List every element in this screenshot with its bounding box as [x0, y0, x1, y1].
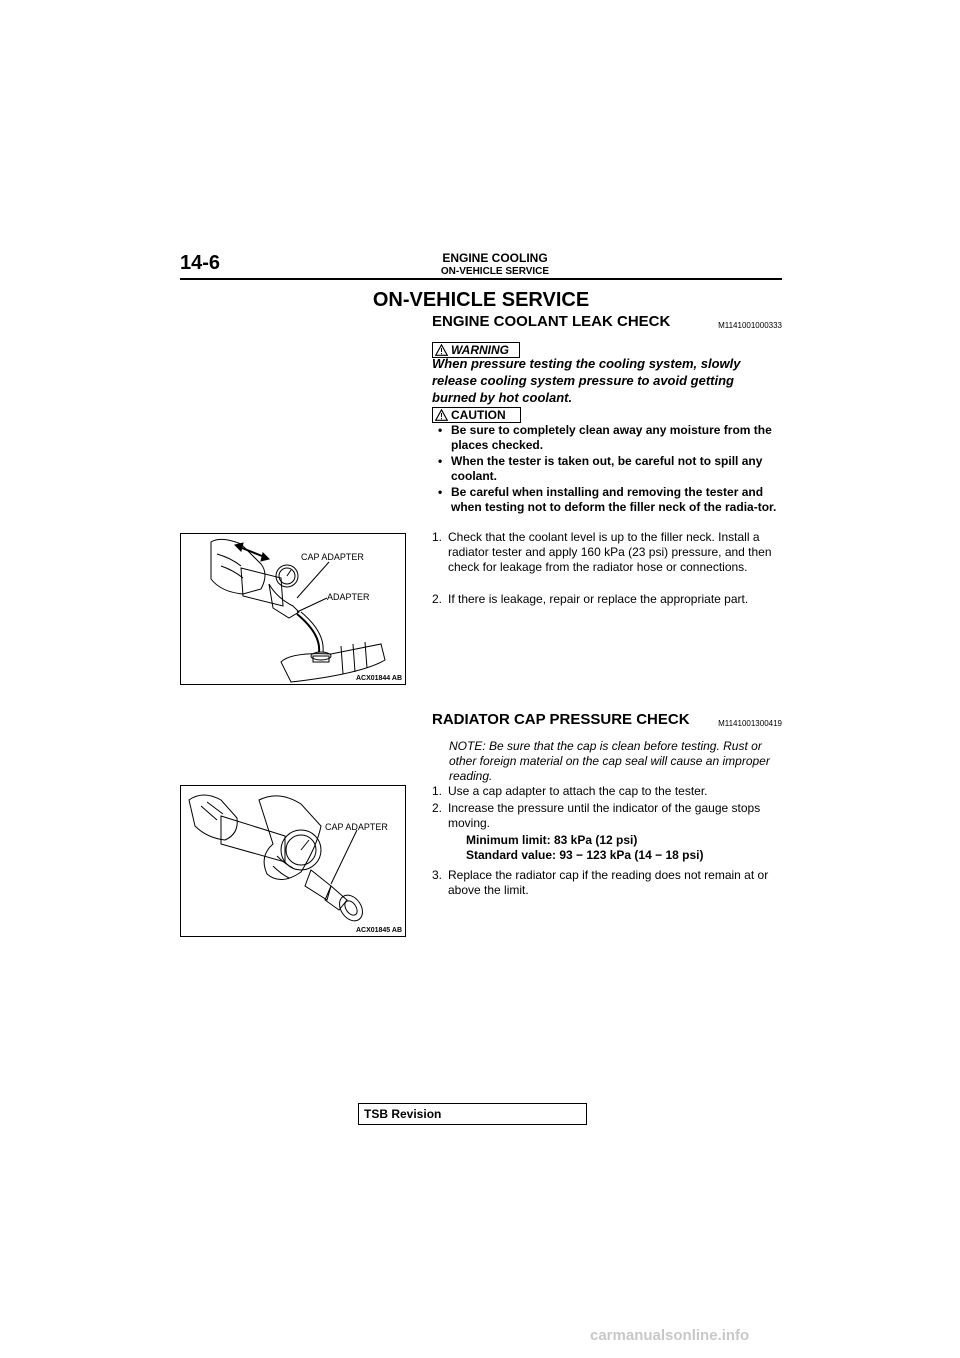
cap-tester-illustration [181, 786, 405, 936]
figure-id: ACX01844 AB [355, 675, 402, 682]
caution-item: • Be careful when installing and removing the tester and when testing not to deform the filler neck of the radia-tor. [438, 485, 777, 514]
header-title: ENGINE COOLING [442, 251, 548, 265]
section-code: M1141001000333 [718, 321, 782, 330]
caution-badge [432, 407, 521, 423]
step-item: 2. Increase the pressure until the indicator of the gauge stops moving. [432, 801, 761, 830]
caution-item: • When the tester is taken out, be careful not to spill any coolant. [438, 454, 763, 483]
step-item: 2. If there is leakage, repair or replace the appropriate part. [432, 592, 749, 606]
watermark-site: carmanualsonline.info [590, 1327, 750, 1344]
tsb-revision-label: TSB Revision [364, 1107, 442, 1121]
figure-id: ACX01845 AB [355, 927, 402, 934]
page-number: 14-6 [180, 252, 221, 274]
warning-triangle-icon [435, 409, 448, 421]
radiator-tester-illustration [181, 534, 405, 684]
figure-label-adapter: ADAPTER [327, 592, 370, 602]
step-item: 1. Use a cap adapter to attach the cap to the tester. [432, 784, 708, 798]
step-item: 1. Check that the coolant level is up to the filler neck. Install a radiator tester and apply 160 kPa (23 psi) pressure, and then check for leakage from the radiator hose or connections. [432, 530, 772, 574]
spec-minimum-limit: Minimum limit: 83 kPa (12 psi) [466, 833, 638, 847]
note-text: NOTE: Be sure that the cap is clean before testing. Rust or other foreign material on the cap seal will cause an improper reading. [449, 739, 770, 783]
warning-text: When pressure testing the cooling system, slowly release cooling system pressure to avoid getting burned by hot coolant. [432, 356, 741, 405]
figure-radiator-tester [180, 533, 406, 685]
figure-cap-adapter [180, 785, 406, 937]
header-rule [180, 278, 782, 280]
section-code: M1141001300419 [718, 719, 782, 728]
header-subtitle: ON-VEHICLE SERVICE [440, 266, 550, 277]
caution-item: • Be sure to completely clean away any moisture from the places checked. [438, 423, 772, 452]
section-heading-leak-check [432, 313, 782, 330]
spec-standard-value: Standard value: 93 − 123 kPa (14 − 18 psi) [466, 848, 704, 862]
tsb-revision-box [358, 1103, 587, 1125]
page-title: ON-VEHICLE SERVICE [372, 289, 590, 311]
section-title: RADIATOR CAP PRESSURE CHECK [432, 711, 690, 728]
section-heading-cap-check [432, 711, 782, 728]
warning-label: WARNING [451, 343, 509, 357]
caution-label: CAUTION [451, 408, 506, 422]
section-title: ENGINE COOLANT LEAK CHECK [432, 313, 671, 330]
figure-label-cap-adapter: CAP ADAPTER [325, 822, 388, 832]
figure-label-cap-adapter: CAP ADAPTER [301, 552, 364, 562]
step-item: 3. Replace the radiator cap if the reading does not remain at or above the limit. [432, 868, 769, 897]
